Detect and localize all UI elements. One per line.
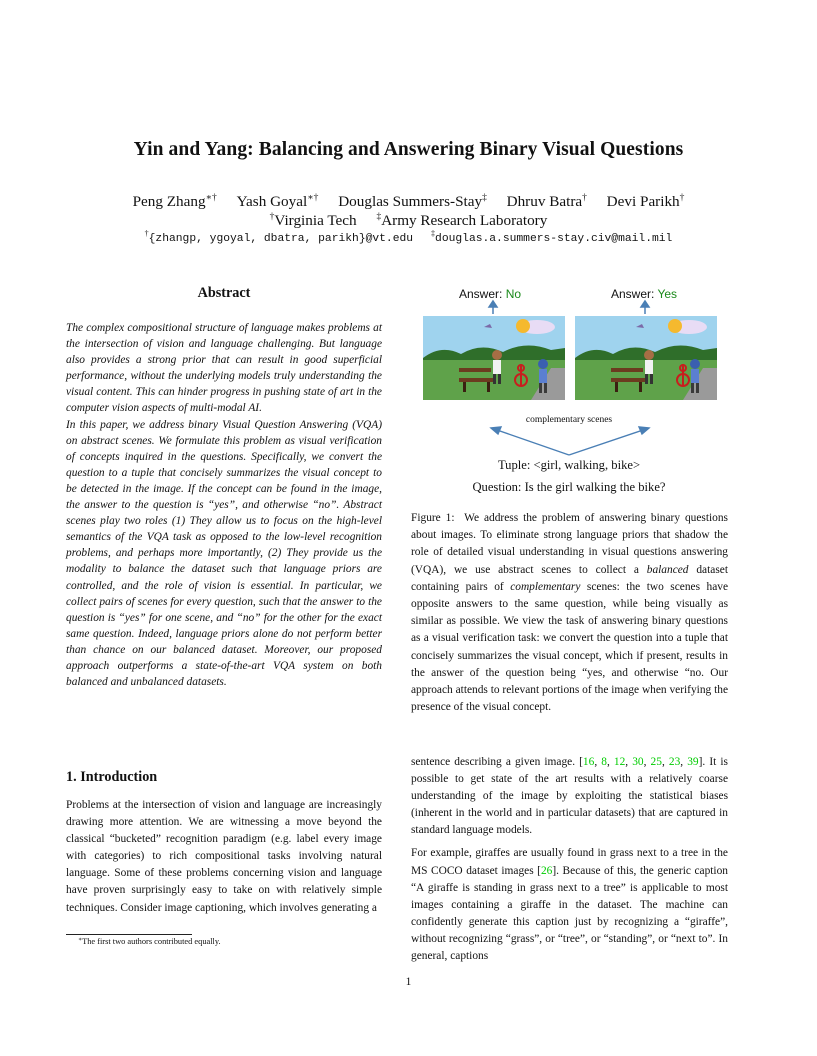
question-text: Question: Is the girl walking the bike?	[472, 480, 666, 494]
abstract-heading: Abstract	[197, 285, 251, 301]
citation[interactable]: 25	[650, 756, 662, 768]
affiliation-2: ‡Army Research Laboratory	[376, 212, 548, 229]
intro-paragraph-3: For example, giraffes are usually found in grass next to a tree in the MS COCO dataset images [26]. Because of this, the generic caption “A giraffe is standing in grass next to a tree” is applicable to most images containing a giraffe in the dataset. The machine can confidently generate this caption just by recognizing a “giraffe”, without recognizing “grass”, or “tree”, or “standing”, or “next to”. In general, captions	[411, 847, 728, 963]
email-2: ‡douglas.a.summers-stay.civ@mail.mil	[431, 229, 673, 245]
citation[interactable]: 30	[632, 756, 644, 768]
page-number: 1	[405, 976, 412, 988]
sun-icon	[516, 319, 530, 333]
figure-1	[411, 284, 728, 504]
citation[interactable]: 12	[613, 756, 626, 768]
affiliation-1: †Virginia Tech	[269, 212, 357, 229]
author-block	[0, 192, 817, 230]
author-5: Devi Parikh†	[606, 193, 685, 210]
scene-right	[575, 316, 717, 400]
citation[interactable]: 23	[668, 756, 681, 768]
footnote: ∗The first two authors contributed equally.	[78, 937, 221, 946]
email-line	[0, 229, 817, 245]
answer-label-left: Answer: No	[459, 287, 522, 301]
answer-arrow-left	[489, 301, 497, 314]
intro-paragraph-2: sentence describing a given image. [16, 8, 12, 30, 25, 23, 39]. It is possible to get state of the art results with a relatively coarse understanding of the image by exploiting the statistical biases (inherent in the world and in particular datasets) that are captured in standard language models.	[411, 756, 728, 837]
tuple-text: Tuple: <girl, walking, bike>	[497, 458, 641, 472]
author-list	[0, 192, 817, 211]
author-4: Dhruv Batra†	[506, 193, 587, 210]
intro-paragraph-1: Problems at the intersection of vision and language are increasingly drawing more attention. We are witnessing a move beyond the classical “bucketed” recognition paradigm (e.g. label every image with categories) to rich compositional tasks involving natural language. Some of these problems concerning vision and language have proven surprisingly easy to take on with relatively simple techniques. Consider image captioning, which involves generating a	[66, 799, 382, 914]
author-3: Douglas Summers-Stay‡	[338, 193, 487, 210]
citation[interactable]: 8	[601, 756, 607, 768]
complementary-label: complementary scenes	[525, 415, 613, 425]
citation[interactable]: 39	[687, 756, 699, 768]
affiliation-list	[0, 211, 817, 230]
paper-title: Yin and Yang: Balancing and Answering Binary Visual Questions	[133, 139, 684, 160]
caption-label: Figure 1:	[411, 512, 455, 524]
answer-arrow-right	[641, 301, 649, 314]
figure-1-caption: Figure 1: We address the problem of answering binary questions about images. To eliminate strong language priors that shadow the role of detailed visual understanding in visual questions answering (VQA), we use abstract scenes to collect a balanced dataset containing pairs of complementary scenes: the two scenes have opposite answers to the same question, while being visually as similar as possible. We view the task of answering binary questions as a visual verification task: we convert the question into a tuple that concisely summarizes the visual concept, which if present, results in the answer of the question being “yes, and otherwise “no. Our approach attends to relevant portions of the image when verifying the presence of the visual concept.	[411, 512, 728, 714]
abstract-body	[66, 320, 382, 690]
citation[interactable]: 26	[540, 864, 553, 877]
email-1: †{zhangp, ygoyal, dbatra, parikh}@vt.edu	[144, 229, 414, 245]
footnote-rule	[66, 934, 192, 935]
intro-right-column	[411, 754, 728, 971]
section-heading-introduction: 1. Introduction	[66, 769, 158, 785]
citation[interactable]: 16	[582, 756, 595, 768]
intro-left-column	[66, 797, 382, 917]
answer-label-right: Answer: Yes	[611, 287, 678, 301]
figure-1-graphic	[411, 284, 728, 504]
abstract-paragraph-1: The complex compositional structure of language makes problems at the intersection of vision and language challenging. But language also provides a strong prior that can result in good superficial performance, without the underlying models truly understanding the visual content. This can hinder progress in pushing state of art in the computer vision aspects of multi-modal AI.	[66, 322, 382, 415]
author-1: Peng Zhang∗†	[132, 193, 217, 210]
complementary-arrows	[491, 427, 649, 455]
scene-left	[423, 316, 565, 400]
sun-icon	[668, 319, 682, 333]
author-2: Yash Goyal∗†	[236, 193, 319, 210]
abstract-paragraph-2: In this paper, we address binary Visual Question Answering (VQA) on abstract scenes. We formulate this problem as visual verification of concepts inquired in the questions. Specifically, we convert the question to a tuple that concisely summarizes the visual concept to be detected in the image. If the concept can be found in the image, the answer to the question is “yes”, and otherwise “no”. Abstract scenes play two roles (1) They allow us to focus on the high-level semantics of the VQA task as opposed to the low-level recognition problems, and perhaps more importantly, (2) They provide us the modality to balance the dataset such that language priors are controlled, and the role of vision is essential. In particular, we collect pairs of scenes for every question, such that the answer to the question is “yes” for one scene, and “no” for the other for the exact same question. Indeed, language priors alone do not perform better than chance on our balanced dataset. Moreover, our proposed approach outperforms a state-of-the-art VQA system on both balanced and unbalanced datasets.	[66, 418, 382, 689]
